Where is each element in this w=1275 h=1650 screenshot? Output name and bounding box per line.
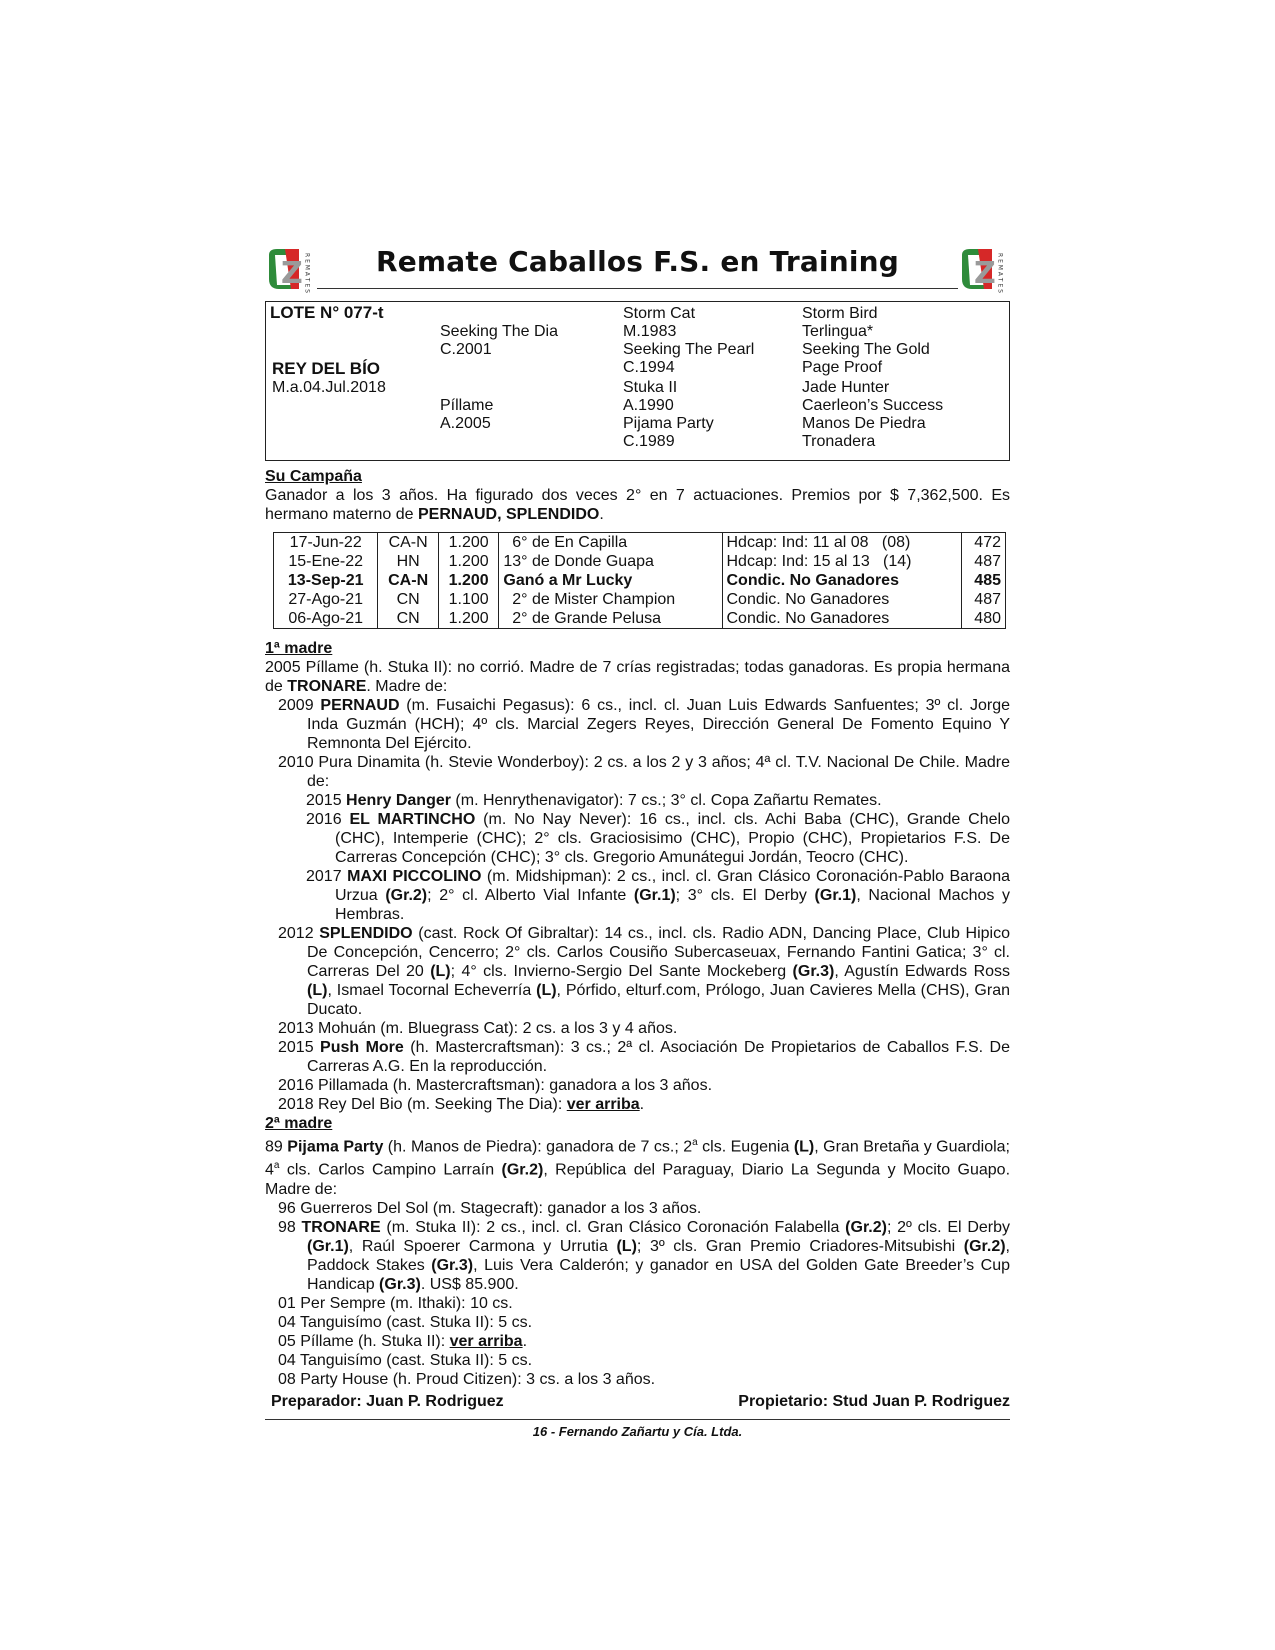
ggparent: Manos De Piedra [802, 415, 926, 432]
table-row [274, 609, 1006, 629]
first-dam-section [265, 639, 1010, 1114]
footer-rule [265, 1419, 1010, 1420]
race-date: 17-Jun-22 [274, 533, 378, 553]
ggparent: Tronadera [802, 433, 876, 450]
race-condition: Condic. No Ganadores [722, 609, 961, 629]
list-item: 08 Party House (h. Proud Citizen): 3 cs. a los 3 años. [278, 1370, 656, 1388]
race-result: 2° de Grande Pelusa [499, 609, 722, 629]
svg-text:R E M A T E S: R E M A T E S [996, 253, 1004, 293]
granddam-2-info: C.1989 [623, 433, 675, 450]
second-dam-title: 2ª madre [265, 1115, 333, 1132]
horse-name: REY DEL BÍO [272, 359, 381, 378]
list-item: 2017 MAXI PICCOLINO (m. Midshipman): 2 cs., incl. cl. Gran Clásico Coronación-Pablo Baraona Urzua (Gr.2); 2° cl. Alberto Vial Infante (Gr.1); 3° cls. El Derby (Gr.1), Nacional Machos y Hembras. [306, 868, 1011, 923]
race-track: CN [378, 609, 438, 629]
race-track: CA-N [378, 571, 438, 590]
race-history-table [273, 532, 1006, 629]
table-row [274, 552, 1006, 571]
grandsire-2-info: A.1990 [623, 397, 674, 414]
ver-arriba-link: ver arriba [449, 1332, 523, 1350]
race-weight: 487 [961, 590, 1005, 609]
race-distance: 1.200 [438, 609, 499, 629]
first-dam-intro: 2005 Píllame (h. Stuka II): no corrió. Madre de 7 crías registradas; todas ganadoras. Es propia hermana de TRONARE. Madre de: [265, 659, 1010, 695]
second-dam-section [265, 1114, 1010, 1389]
list-item: 05 Píllame (h. Stuka II): ver arriba. [278, 1332, 528, 1350]
race-condition: Hdcap: Ind: 11 al 08 (08) [722, 533, 961, 553]
zanartu-logo-icon [265, 245, 317, 293]
list-item: 2018 Rey Del Bio (m. Seeking The Dia): ver arriba. [278, 1096, 645, 1113]
page-header [265, 245, 1010, 293]
list-item: 2016 EL MARTINCHO (m. No Nay Never): 16 cs., incl. cls. Achi Baba (CHC), Grande Chelo (CHC), Intemperie (CHC); 2° cls. Graciosisimo (CHC), Propio (CHC), Propietarios F.S. De Carreras Concepción (CHC); 3° cls. Gregorio Amunátegui Jordán, Teocro (CHC). [306, 811, 1010, 866]
grandsire-2: Stuka II [623, 379, 678, 396]
table-row [274, 571, 1006, 590]
page-number: 16 - Fernando Zañartu y Cía. Ltda. [532, 1423, 743, 1439]
grandsire-1: Storm Cat [623, 305, 696, 322]
list-item: 96 Guerreros Del Sol (m. Stagecraft): ganador a los 3 años. [278, 1199, 702, 1217]
granddam-2: Pijama Party [623, 415, 714, 432]
pedigree-box [265, 301, 1010, 461]
race-distance: 1.200 [438, 571, 499, 590]
ggparent: Jade Hunter [802, 379, 890, 396]
list-item: 2010 Pura Dinamita (h. Stevie Wonderboy): 2 cs. a los 2 y 3 años; 4ª cl. T.V. Nacional De Chile. Madre de: [278, 754, 1010, 790]
race-weight: 480 [961, 609, 1005, 629]
table-row [274, 590, 1006, 609]
race-weight: 485 [961, 571, 1005, 590]
list-item: 2015 Henry Danger (m. Henrythenavigator): 7 cs.; 3° cl. Copa Zañartu Remates. [306, 792, 882, 809]
ggparent: Seeking The Gold [802, 341, 930, 358]
race-result: 13° de Donde Guapa [499, 552, 722, 571]
list-item: 04 Tanguisímo (cast. Stuka II): 5 cs. [278, 1351, 533, 1369]
race-condition: Condic. No Ganadores [722, 571, 961, 590]
race-distance: 1.200 [438, 533, 499, 553]
list-item: 01 Per Sempre (m. Ithaki): 10 cs. [278, 1294, 513, 1312]
owner: Propietario: Stud Juan P. Rodriguez [738, 1392, 1010, 1410]
list-item: 98 TRONARE (m. Stuka II): 2 cs., incl. cl. Gran Clásico Coronación Falabella (Gr.2); 2º cls. El Derby (Gr.1), Raúl Spoerer Carmona y Urrutia (L); 3º cls. Gran Premio Criadores-Mitsubishi (Gr.2), Paddock Stakes (Gr.3), Luis Vera Calderón; y ganador en USA del Golden Gate Breeder’s Cup Handicap (Gr.3). US$ 85.900. [278, 1218, 1010, 1293]
zanartu-logo-icon [958, 245, 1010, 293]
dam-info: A.2005 [440, 415, 491, 432]
race-date: 27-Ago-21 [274, 590, 378, 609]
race-distance: 1.100 [438, 590, 499, 609]
sire-info: C.2001 [440, 341, 492, 358]
race-distance: 1.200 [438, 552, 499, 571]
document-page [265, 245, 1010, 1439]
grandsire-1-info: M.1983 [623, 323, 677, 340]
list-item: 04 Tanguisímo (cast. Stuka II): 5 cs. [278, 1313, 533, 1331]
ggparent: Page Proof [802, 359, 883, 376]
list-item: 2012 SPLENDIDO (cast. Rock Of Gibraltar): 14 cs., incl. cls. Radio ADN, Dancing Place, Club Hipico De Concepción, Cencerro; 2° cls. Carlos Cousiño Subercaseuax, Fernando Fantini Gatica; 3° cl. Carreras Del 20 (L); 4° cls. Invierno-Sergio Del Sante Mockeberg (Gr.3), Agustín Edwards Ross (L), Ismael Tocornal Echeverría (L), Pórfido, elturf.com, Prólogo, Juan Cavieres Mella (CHS), Gran Ducato. [278, 925, 1011, 1018]
second-dam-intro: 89 Pijama Party (h. Manos de Piedra): ganadora de 7 cs.; 2$^a$ cls. Eugenia (L), Gran Bretaña y Guardiola; 4$^a$ cls. Carlos Campino Larraín (Gr.2), República del Paraguay, Diario La Segunda y Mocito Guapo. Madre de: [265, 1137, 1011, 1198]
race-weight: 472 [961, 533, 1005, 553]
race-result: Ganó a Mr Lucky [499, 571, 722, 590]
first-dam-title: 1ª madre [265, 640, 333, 657]
page-title: Remate Caballos F.S. en Training [375, 245, 900, 278]
list-item: 2013 Mohuán (m. Bluegrass Cat): 2 cs. a los 3 y 4 años. [278, 1020, 678, 1037]
footer-credits [265, 1393, 1010, 1411]
race-date: 13-Sep-21 [274, 571, 378, 590]
campaign-text: Ganador a los 3 años. Ha figurado dos veces 2° en 7 actuaciones. Premios por $ 7,362,500. Es hermano materno de PERNAUD, SPLENDIDO. [265, 487, 1010, 523]
list-item: 2016 Pillamada (h. Mastercraftsman): ganadora a los 3 años. [278, 1077, 713, 1094]
race-date: 15-Ene-22 [274, 552, 378, 571]
race-track: HN [378, 552, 438, 571]
granddam-1-info: C.1994 [623, 359, 675, 376]
ggparent: Storm Bird [802, 305, 878, 322]
race-condition: Hdcap: Ind: 15 al 13 (14) [722, 552, 961, 571]
ggparent: Caerleon’s Success [802, 397, 944, 414]
svg-text:Z: Z [974, 256, 996, 291]
campaign-title: Su Campaña [265, 468, 362, 485]
svg-text:R E M A T E S: R E M A T E S [303, 253, 311, 293]
race-track: CA-N [378, 533, 438, 553]
race-date: 06-Ago-21 [274, 609, 378, 629]
granddam-1: Seeking The Pearl [623, 341, 755, 358]
ggparent: Terlingua* [802, 323, 874, 340]
ver-arriba-link: ver arriba [566, 1096, 640, 1113]
race-result: 6° de En Capilla [499, 533, 722, 553]
race-result: 2° de Mister Champion [499, 590, 722, 609]
horse-info: M.a.04.Jul.2018 [272, 379, 386, 396]
list-item: 2015 Push More (h. Mastercraftsman): 3 cs.; 2ª cl. Asociación De Propietarios de Caballos F.S. De Carreras A.G. En la reproducción. [278, 1039, 1010, 1075]
trainer: Preparador: Juan P. Rodriguez [271, 1392, 504, 1410]
list-item: 2009 PERNAUD (m. Fusaichi Pegasus): 6 cs., incl. cl. Juan Luis Edwards Sanfuentes; 3º cl. Jorge Inda Guzmán (HCH); 4º cls. Marcial Zegers Reyes, Dirección General De Fomento Equino Y Remnonta Del Ejército. [278, 697, 1010, 752]
race-weight: 487 [961, 552, 1005, 571]
lot-number: LOTE N° 077-t [270, 303, 384, 322]
race-track: CN [378, 590, 438, 609]
dam-name: Píllame [440, 397, 494, 414]
campaign-section [265, 467, 1010, 524]
sire-name: Seeking The Dia [440, 323, 558, 340]
table-row [274, 533, 1006, 553]
race-condition: Condic. No Ganadores [722, 590, 961, 609]
title-rule [317, 288, 958, 289]
svg-text:Z: Z [281, 256, 303, 291]
